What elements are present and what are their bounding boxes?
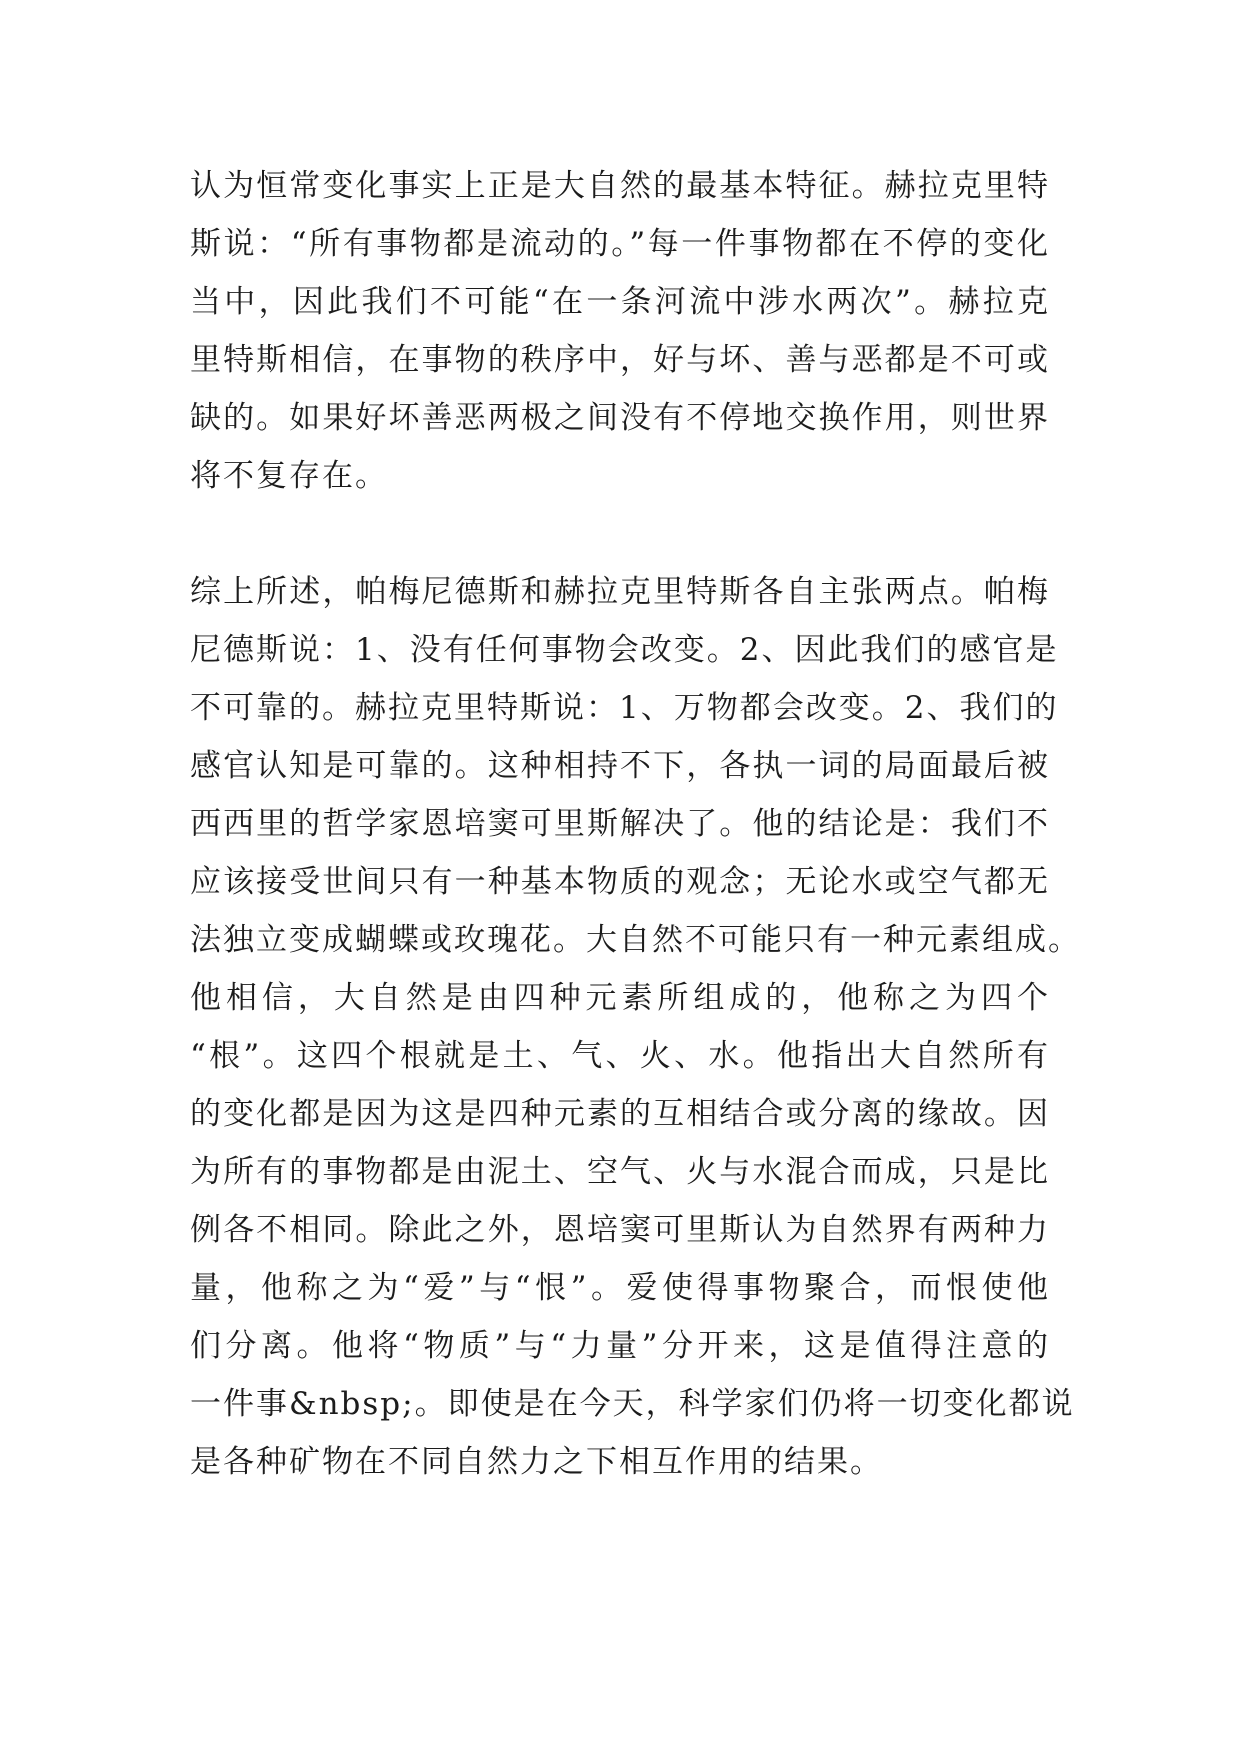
paragraph-empedocles-summary (190, 563, 1081, 1491)
text-line: 认为恒常变化事实上正是大自然的最基本特征。赫拉克里特 (190, 168, 1050, 204)
text-line: 尼德斯说：1、没有任何事物会改变。2、因此我们的感官是 (190, 632, 1059, 668)
paragraph-heraclitus-change (190, 157, 1050, 505)
text-line: “根”。这四个根就是土、气、火、水。他指出大自然所有 (190, 1038, 1050, 1074)
text-line: 的变化都是因为这是四种元素的互相结合或分离的缘故。因 (190, 1096, 1050, 1132)
text-line: 他相信，大自然是由四种元素所组成的，他称之为四个 (190, 980, 1050, 1016)
text-line: 里特斯相信，在事物的秩序中，好与坏、善与恶都是不可或 (190, 342, 1050, 378)
text-line: 不可靠的。赫拉克里特斯说：1、万物都会改变。2、我们的 (190, 690, 1059, 726)
text-line: 是各种矿物在不同自然力之下相互作用的结果。 (190, 1444, 883, 1480)
text-line: 斯说：“所有事物都是流动的。”每一件事物都在不停的变化 (190, 226, 1050, 262)
text-line: 法独立变成蝴蝶或玫瑰花。大自然不可能只有一种元素组成。 (190, 922, 1081, 958)
text-line: 西西里的哲学家恩培窦可里斯解决了。他的结论是：我们不 (190, 806, 1050, 842)
text-line: 应该接受世间只有一种基本物质的观念；无论水或空气都无 (190, 864, 1050, 900)
text-line: 为所有的事物都是由泥土、空气、火与水混合而成，只是比 (190, 1154, 1050, 1190)
text-line: 缺的。如果好坏善恶两极之间没有不停地交换作用，则世界 (190, 400, 1050, 436)
text-line: 将不复存在。 (190, 458, 388, 494)
text-line: 例各不相同。除此之外，恩培窦可里斯认为自然界有两种力 (190, 1212, 1050, 1248)
text-line: 一件事&nbsp;。即使是在今天，科学家们仍将一切变化都说 (190, 1386, 1075, 1422)
text-line: 们分离。他将“物质”与“力量”分开来，这是值得注意的 (190, 1328, 1050, 1364)
text-line: 感官认知是可靠的。这种相持不下，各执一词的局面最后被 (190, 748, 1050, 784)
text-line: 综上所述，帕梅尼德斯和赫拉克里特斯各自主张两点。帕梅 (190, 574, 1050, 610)
text-line: 当中，因此我们不可能“在一条河流中涉水两次”。赫拉克 (190, 284, 1050, 320)
text-line: 量，他称之为“爱”与“恨”。爱使得事物聚合，而恨使他 (190, 1270, 1050, 1306)
